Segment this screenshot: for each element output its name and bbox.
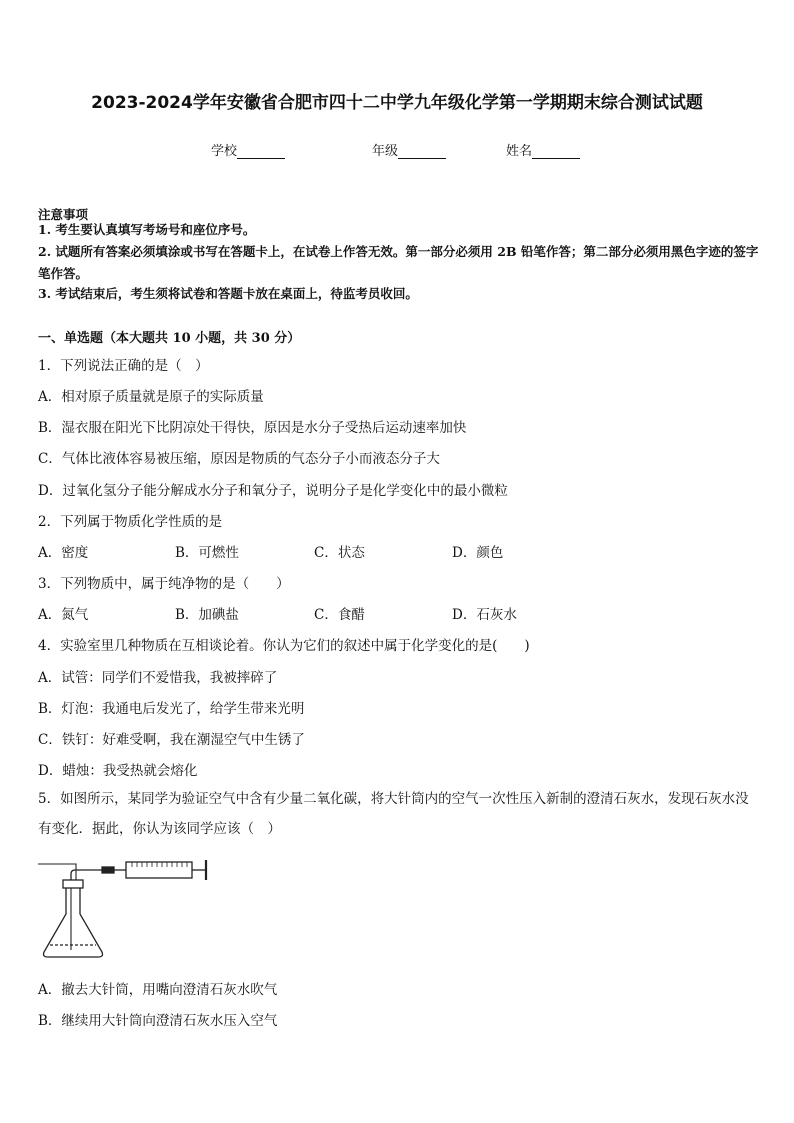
notes-heading: 注意事项 <box>38 207 89 222</box>
option-d[interactable]: D．过氧化氢分子能分解成水分子和氧分子，说明分子是化学变化中的最小微粒 <box>38 483 508 499</box>
option-c[interactable]: C．铁钉：好难受啊，我在潮湿空气中生锈了 <box>38 732 305 748</box>
section-title: 一、单选题（本大题共 10 小题，共 30 分） <box>38 331 301 346</box>
syringe-ticks <box>132 862 187 867</box>
option-b[interactable]: B．灯泡：我通电后发光了，给学生带来光明 <box>38 701 305 717</box>
question-stem: 2．下列属于物质化学性质的是 <box>38 514 223 530</box>
option-a[interactable]: A．相对原子质量就是原子的实际质量 <box>38 389 264 405</box>
school-field <box>211 140 285 159</box>
syringe-flask-figure <box>36 852 216 968</box>
note-item: 1. 考生要认真填写考场号和座位序号。 <box>38 222 256 237</box>
question-stem: 3．下列物质中，属于纯净物的是（ ） <box>38 576 290 592</box>
option-a[interactable]: A．撤去大针筒，用嘴向澄清石灰水吹气 <box>38 982 278 998</box>
stopper <box>63 880 83 888</box>
option-a[interactable]: A．氮气 <box>38 607 89 623</box>
option-a[interactable]: A．试管：同学们不爱惜我，我被摔碎了 <box>38 670 278 686</box>
exam-title: 2023-2024学年安徽省合肥市四十二中学九年级化学第一学期期末综合测试试题 <box>91 93 703 113</box>
option-b[interactable]: B．加碘盐 <box>175 607 239 623</box>
rubber-connector <box>102 867 114 873</box>
option-d[interactable]: D．蜡烛：我受热就会熔化 <box>38 763 198 779</box>
flask-outline <box>44 888 103 957</box>
name-field <box>506 140 580 159</box>
option-d[interactable]: D．石灰水 <box>452 607 517 623</box>
option-c[interactable]: C．状态 <box>314 545 365 561</box>
question-stem: 4．实验室里几种物质在互相谈论着。你认为它们的叙述中属于化学变化的是( ) <box>38 638 530 654</box>
option-d[interactable]: D．颜色 <box>452 545 504 561</box>
name-blank[interactable] <box>532 144 580 159</box>
option-c[interactable]: C．食醋 <box>314 607 365 623</box>
grade-field <box>372 140 446 159</box>
grade-label: 年级 <box>372 144 399 159</box>
option-b[interactable]: B．可燃性 <box>175 545 239 561</box>
question-stem: 1．下列说法正确的是（ ） <box>38 358 209 374</box>
note-item: 2. 试题所有答案必须填涂或书写在答题卡上，在试卷上作答无效。第一部分必须用 2B 铅笔作答；第二部分必须用黑色字迹的签字笔作答。 <box>38 244 759 281</box>
option-b[interactable]: B．湿衣服在阳光下比阴凉处干得快，原因是水分子受热后运动速率加快 <box>38 420 467 436</box>
note-item: 3. 考试结束后，考生须将试卷和答题卡放在桌面上，待监考员收回。 <box>38 286 418 301</box>
option-a[interactable]: A．密度 <box>38 545 89 561</box>
option-b[interactable]: B．继续用大针筒向澄清石灰水压入空气 <box>38 1013 278 1029</box>
question-stem: 5．如图所示，某同学为验证空气中含有少量二氧化碳，将大针筒内的空气一次性压入新制的澄清石灰水，发现石灰水没有变化．据此，你认为该同学应该（ ） <box>38 791 749 837</box>
option-c[interactable]: C．气体比液体容易被压缩，原因是物质的气态分子小而液态分子大 <box>38 451 440 467</box>
outlet-tube <box>38 864 76 880</box>
school-blank[interactable] <box>237 144 285 159</box>
name-label: 姓名 <box>506 144 533 159</box>
apparatus-diagram <box>36 852 216 964</box>
grade-blank[interactable] <box>398 144 446 159</box>
school-label: 学校 <box>211 144 238 159</box>
